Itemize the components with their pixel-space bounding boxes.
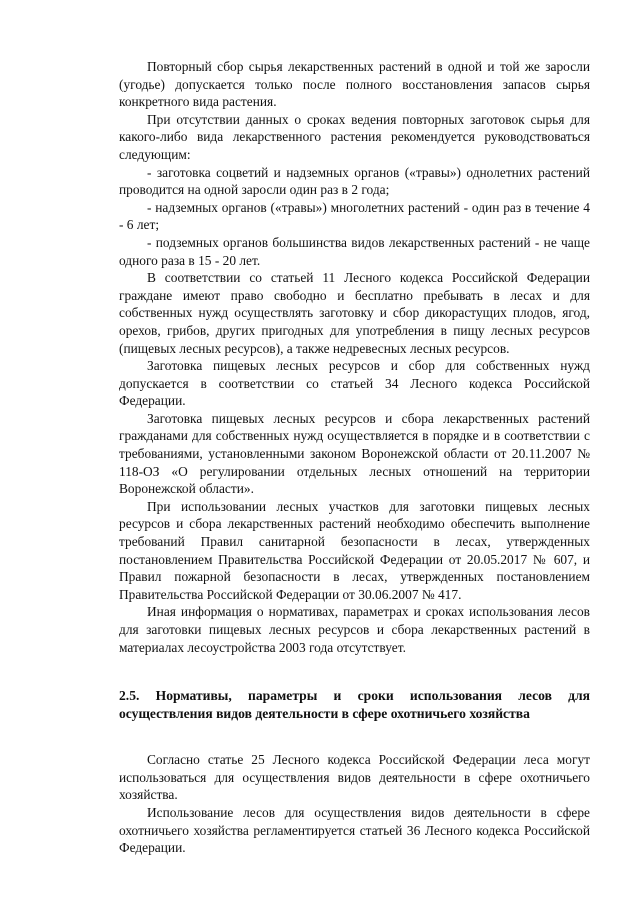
paragraph-article-25: Согласно статье 25 Лесного кодекса Российской Федерации леса могут использоваться для осуществления видов деятельности в сфере охотничьего хозяйства.: [119, 752, 590, 803]
list-item-underground-organs: - подземных органов большинства видов лекарственных растений - не чаще одного раза в 15 - 20 лет.: [119, 234, 590, 268]
paragraph-repeat-harvest: Повторный сбор сырья лекарственных растений в одной и той же заросли (угодье) допускается только после полного восстановления запасов сырья конкретного вида растения.: [119, 59, 590, 110]
section-heading-2-5: 2.5. Нормативы, параметры и сроки использования лесов для осуществления видов деятельности в сфере охотничьего хозяйства: [119, 688, 590, 722]
paragraph-other-info: Иная информация о нормативах, параметрах и сроках использования лесов для заготовки пищевых лесных ресурсов и сбора лекарственных растений в материалах лесоустройства 2003 года отсутствует.: [119, 604, 590, 655]
paragraph-article-11: В соответствии со статьей 11 Лесного кодекса Российской Федерации граждане имеют право свободно и бесплатно пребывать в лесах и для собственных нужд осуществлять заготовку и сбор дикорастущих плодов, ягод, орехов, грибов, других пригодных для употребления в пищу лесных ресурсов (пищевых лесных ресурсов), а также недревесных лесных ресурсов.: [119, 270, 590, 356]
paragraph-safety-rules: При использовании лесных участков для заготовки пищевых лесных ресурсов и сбора лекарственных растений необходимо обеспечить выполнение требований Правил санитарной безопасности в лесах, утвержденных постановлением Правительства Российской Федерации от 20.05.2017 № 607, и Правил пожарной безопасности в лесах, утвержденных постановлением Правительства Российской Федерации от 30.06.2007 № 417.: [119, 498, 590, 602]
list-item-perennial-plants: - надземных органов («травы») многолетних растений - один раз в течение 4 - 6 лет;: [119, 199, 590, 233]
paragraph-article-34: Заготовка пищевых лесных ресурсов и сбор для собственных нужд допускается в соответствии со статьей 34 Лесного кодекса Российской Федерации.: [119, 358, 590, 409]
paragraph-voronezh-law: Заготовка пищевых лесных ресурсов и сбора лекарственных растений гражданами для собственных нужд осуществляется в порядке и в соответствии с требованиями, установленными законом Воронежской области от 20.11.2007 № 118-ОЗ «О регулировании отдельных лесных отношений на территории Воронежской области».: [119, 410, 590, 497]
list-item-annual-plants: - заготовка соцветий и надземных органов («травы») однолетних растений проводится на одной заросли один раз в 2 года;: [119, 164, 590, 198]
paragraph-no-data-guidance: При отсутствии данных о сроках ведения повторных заготовок сырья для какого-либо вида лекарственного растения рекомендуется руководствоваться следующим:: [119, 111, 590, 162]
paragraph-article-36: Использование лесов для осуществления видов деятельности в сфере охотничьего хозяйства регламентируется статьей 36 Лесного кодекса Российской Федерации.: [119, 804, 590, 856]
